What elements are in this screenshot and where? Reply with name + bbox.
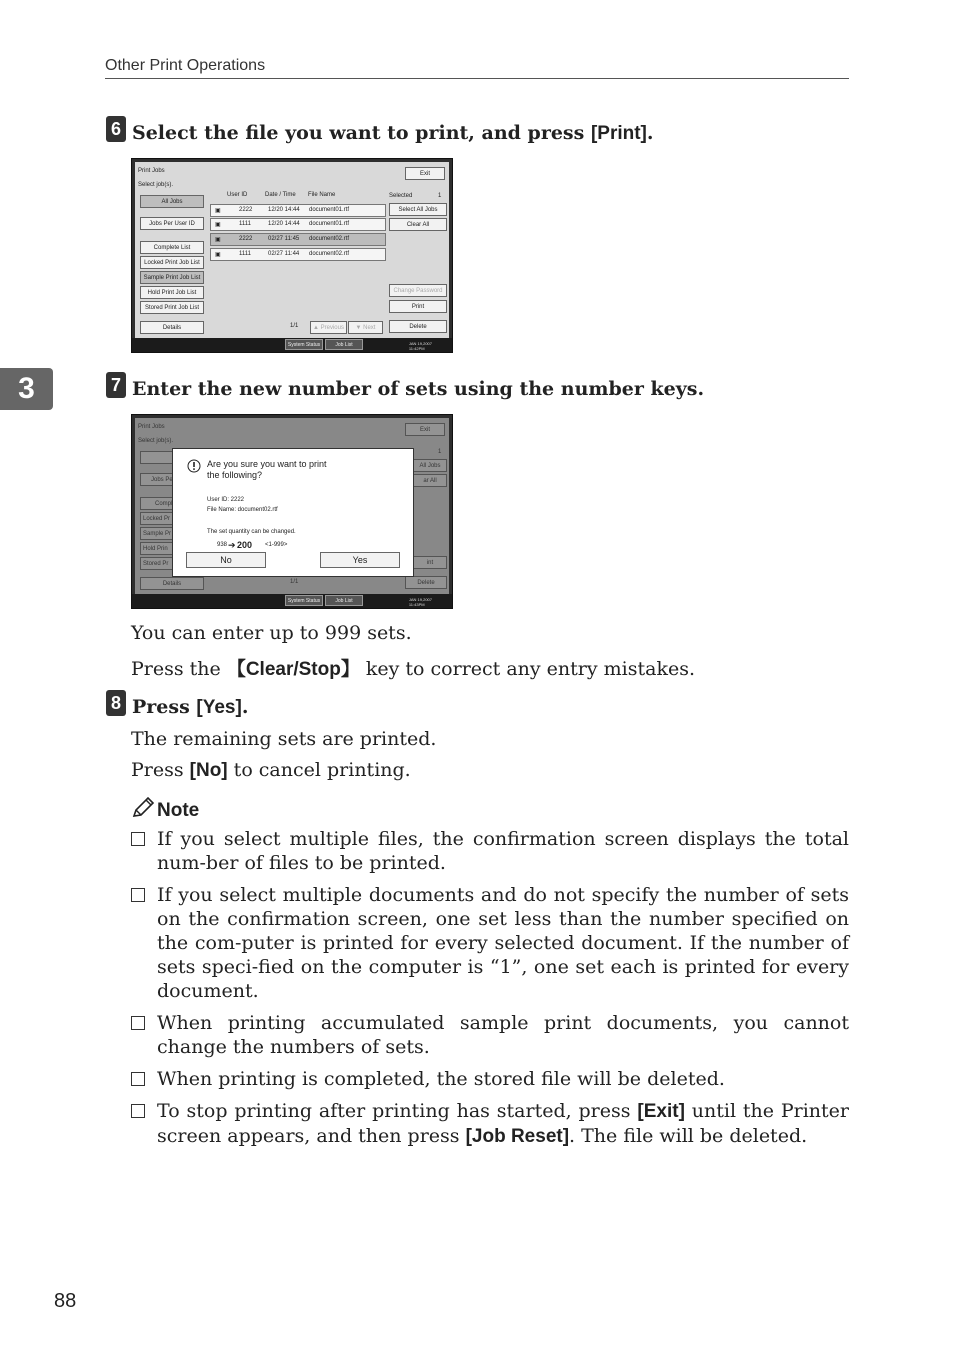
- status-bar: [132, 338, 452, 352]
- dialog-user-id: User ID: 2222: [207, 497, 245, 503]
- checkbox-icon: [131, 888, 145, 902]
- complete-list-button[interactable]: Complete List: [140, 241, 204, 254]
- text-run: Press the: [131, 658, 227, 680]
- step-number-7: 7: [106, 372, 126, 398]
- step-7-text: Enter the new number of sets using the number keys.: [132, 378, 705, 400]
- old-quantity: 938: [217, 542, 228, 548]
- note-list: [131, 827, 849, 1149]
- screen-panel: [135, 162, 449, 338]
- confirm-dialog: [172, 448, 414, 577]
- screen-subtitle: Select job(s).: [138, 182, 174, 188]
- table-row[interactable]: [210, 218, 386, 231]
- status-time: JAN 19,2007 11:43PM: [408, 597, 432, 607]
- clear-stop-key: 【Clear/Stop】: [226, 659, 360, 680]
- select-all-jobs-button[interactable]: Select All Jobs: [389, 203, 447, 216]
- print-key: [Print]: [590, 123, 647, 144]
- note-text: If you select multiple documents and do not specify the number of sets on the confirmation screen, one set less than the number specified on the com-puter is printed for every selected document. If the number of sets speci-fied on the computer is “1”, one set each is printed for every document.: [157, 884, 849, 1002]
- text-run: Press: [131, 759, 190, 781]
- dialog-file-name: File Name: document02.rtf: [207, 507, 278, 513]
- no-key: [No]: [189, 760, 228, 781]
- text-run: until the Printer screen appears, and then press: [157, 1100, 850, 1147]
- system-status-button[interactable]: System Status: [285, 339, 323, 350]
- delete-button[interactable]: Delete: [389, 320, 447, 333]
- checkbox-icon: [131, 1072, 145, 1086]
- checkbox-icon: [131, 1016, 145, 1030]
- para-999-sets: You can enter up to 999 sets.: [131, 622, 412, 644]
- note-item: [131, 883, 849, 1003]
- step-6-instruction: Select the file you want to print, and press: [132, 122, 591, 144]
- selected-count: 1: [438, 193, 442, 199]
- row-file: document01.rtf: [309, 207, 350, 213]
- step-6-text: [132, 122, 654, 145]
- note-text: [157, 1099, 849, 1149]
- col-file-name: File Name: [308, 192, 336, 198]
- arrow-right-icon: ➔: [228, 540, 236, 550]
- details-button[interactable]: Details: [140, 321, 204, 334]
- col-date-time: Date / Time: [265, 192, 296, 198]
- row-file: document02.rtf: [309, 236, 350, 242]
- status-bar: [132, 594, 452, 608]
- note-item: [131, 827, 849, 875]
- checkbox-icon: [131, 1104, 145, 1118]
- row-file: document02.rtf: [309, 251, 350, 257]
- clear-all-button[interactable]: Clear All: [389, 218, 447, 231]
- text-run: To stop printing after printing has started, press: [157, 1100, 638, 1122]
- note-item: [131, 1067, 849, 1091]
- step-8-instruction: Press: [132, 696, 197, 718]
- info-icon: [187, 459, 201, 473]
- row-date: 02/27 11:44: [268, 251, 300, 257]
- header-rule: [105, 78, 849, 79]
- job-list-button[interactable]: Job List: [325, 595, 363, 606]
- step-8-suffix: .: [241, 696, 249, 718]
- step-8-text: [132, 696, 248, 719]
- note-text: When printing accumulated sample print documents, you cannot change the numbers of sets.: [157, 1012, 849, 1058]
- text-run: key to correct any entry mistakes.: [359, 658, 695, 680]
- chapter-tab: 3: [0, 368, 53, 410]
- row-date: 12/20 14:44: [268, 207, 300, 213]
- checkbox-icon: [131, 832, 145, 846]
- table-row[interactable]: [210, 233, 386, 246]
- row-date: 12/20 14:44: [268, 221, 300, 227]
- doc-icon: ▣: [215, 237, 221, 243]
- step-number-8: 8: [106, 690, 126, 716]
- para-cancel: [131, 759, 411, 782]
- page-number: 88: [54, 1290, 77, 1312]
- locked-print-list-button[interactable]: Locked Print Job List: [140, 256, 204, 269]
- text-run: . The file will be deleted.: [569, 1125, 808, 1147]
- running-header: Other Print Operations: [105, 57, 266, 74]
- row-user: 1111: [239, 251, 252, 257]
- para-clear-stop: [131, 654, 695, 681]
- note-item: [131, 1099, 849, 1149]
- step-6-suffix: .: [646, 122, 654, 144]
- note-text: When printing is completed, the stored file will be deleted.: [157, 1068, 725, 1090]
- table-row[interactable]: [210, 204, 386, 217]
- next-button[interactable]: ▼ Next: [348, 321, 383, 334]
- system-status-button[interactable]: System Status: [285, 595, 323, 606]
- stored-print-list-button[interactable]: Stored Print Job List: [140, 301, 204, 314]
- all-jobs-button[interactable]: All Jobs: [140, 195, 204, 208]
- dialog-question: Are you sure you want to print the following?: [207, 459, 327, 480]
- dialog-hint: The set quantity can be changed.: [207, 529, 296, 535]
- screen-title: Print Jobs: [138, 168, 165, 174]
- yes-key: [Yes]: [196, 697, 242, 718]
- col-user-id: User ID: [227, 192, 248, 198]
- print-button[interactable]: Print: [389, 300, 447, 313]
- pencil-icon: [131, 797, 155, 819]
- page-indicator: 1/1: [290, 323, 299, 329]
- jobs-per-user-button[interactable]: Jobs Per User ID: [140, 217, 204, 230]
- row-user: 2222: [239, 207, 253, 213]
- para-remaining-sets: The remaining sets are printed.: [131, 728, 437, 750]
- row-user: 1111: [239, 221, 252, 227]
- job-reset-key: [Job Reset]: [465, 1126, 570, 1147]
- step-number-6: 6: [106, 116, 126, 142]
- quantity-range: <1-999>: [265, 542, 288, 548]
- selected-label: Selected: [389, 193, 413, 199]
- yes-button[interactable]: Yes: [320, 552, 400, 568]
- sample-print-list-button[interactable]: Sample Print Job List: [140, 271, 204, 284]
- exit-key: [Exit]: [637, 1101, 685, 1122]
- new-quantity: 200: [237, 540, 253, 550]
- note-title: Note: [157, 800, 200, 821]
- exit-button[interactable]: Exit: [405, 167, 445, 180]
- no-button[interactable]: No: [186, 552, 266, 568]
- change-password-button[interactable]: Change Password: [389, 284, 447, 297]
- row-user: 2222: [239, 236, 253, 242]
- doc-icon: ▣: [215, 222, 221, 228]
- job-list-button[interactable]: Job List: [325, 339, 363, 350]
- doc-icon: ▣: [215, 252, 221, 258]
- doc-icon: ▣: [215, 208, 221, 214]
- table-row[interactable]: [210, 248, 386, 261]
- status-time: JAN 19,2007 11:42PM: [408, 341, 432, 351]
- text-run: to cancel printing.: [227, 759, 411, 781]
- note-text: If you select multiple files, the confirmation screen displays the total num-ber of files to be printed.: [157, 828, 849, 874]
- previous-button[interactable]: ▲ Previous: [310, 321, 347, 334]
- screen-confirm-dialog: [131, 414, 453, 609]
- row-file: document01.rtf: [309, 221, 350, 227]
- screen-print-jobs: [131, 158, 453, 353]
- hold-print-list-button[interactable]: Hold Print Job List: [140, 286, 204, 299]
- note-item: [131, 1011, 849, 1059]
- row-date: 02/27 11:45: [268, 236, 300, 242]
